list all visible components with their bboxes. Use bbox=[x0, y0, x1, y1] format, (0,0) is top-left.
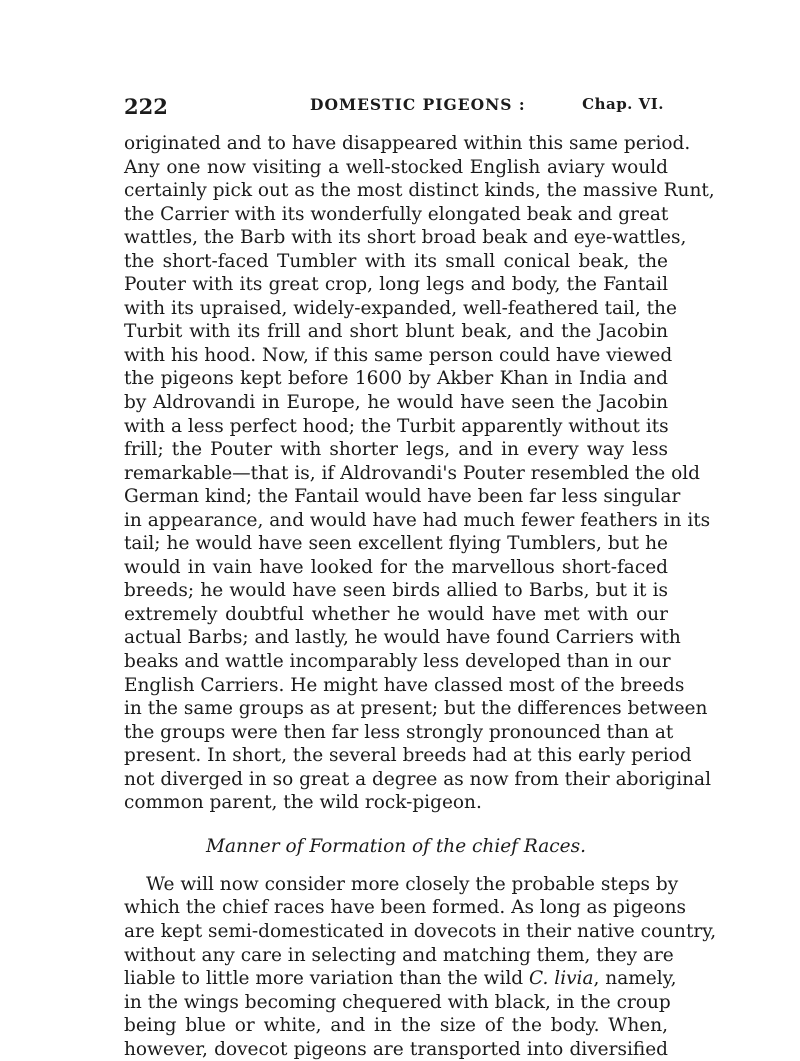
text-line: tail; he would have seen excellent flying Tumblers, but he bbox=[124, 533, 668, 555]
text-line: Any one now visiting a well-stocked English aviary would bbox=[124, 156, 668, 178]
text-line: beaks and wattle incomparably less developed than in our bbox=[124, 651, 671, 673]
text-line: present. In short, the several breeds had at this early period bbox=[124, 745, 692, 767]
species-name: C. livia bbox=[529, 968, 594, 990]
text-line: originated and to have disappeared within this same period. bbox=[124, 133, 691, 154]
text-line: which the chief races have been formed. As long as pigeons bbox=[124, 897, 687, 919]
text-line: the Carrier with its wonderfully elongated beak and great bbox=[124, 203, 669, 225]
text-line: frill; the Pouter with shorter legs, and in every way less bbox=[124, 439, 668, 461]
text-line: actual Barbs; and lastly, he would have found Carriers with bbox=[124, 627, 681, 649]
section-heading: Manner of Formation of the chief Races. bbox=[206, 835, 586, 857]
text-line: in appearance, and would have had much fewer feathers in its bbox=[124, 509, 711, 531]
chapter-label: Chap. VI. bbox=[582, 95, 664, 113]
text-line: with his hood. Now, if this same person could have viewed bbox=[124, 344, 673, 366]
text-line: are kept semi-domesticated in dovecots in their native country, bbox=[124, 920, 717, 942]
text-line bbox=[124, 967, 677, 991]
text-line: in the wings becoming chequered with black, in the croup bbox=[124, 991, 671, 1013]
text-line: with a less perfect hood; the Turbit apparently without its bbox=[124, 415, 669, 437]
text-line: would in vain have looked for the marvellous short-faced bbox=[124, 556, 668, 578]
text-line: extremely doubtful whether he would have met with our bbox=[124, 603, 668, 625]
text-line: being blue or white, and in the size of the body. When, bbox=[124, 1015, 668, 1037]
text-line: certainly pick out as the most distinct kinds, the massive Runt, bbox=[124, 180, 715, 202]
text-line: remarkable—that is, if Aldrovandi's Pouter resembled the old bbox=[124, 462, 701, 484]
text-line: without any care in selecting and matching them, they are bbox=[124, 944, 674, 966]
text-line: in the same groups as at present; but the differences between bbox=[124, 698, 708, 720]
paragraph bbox=[124, 873, 717, 1061]
text-run: , namely, bbox=[593, 968, 677, 990]
text-line: with its upraised, widely-expanded, well-feathered tail, the bbox=[124, 297, 677, 319]
text-line: the pigeons kept before 1600 by Akber Khan in India and bbox=[124, 368, 668, 390]
text-line: Turbit with its frill and short blunt beak, and the Jacobin bbox=[124, 321, 668, 343]
page-number: 222 bbox=[124, 94, 168, 119]
running-header bbox=[124, 92, 664, 122]
paragraph-continued bbox=[124, 132, 715, 815]
text-line: German kind; the Fantail would have been far less singular bbox=[124, 486, 681, 508]
text-line: wattles, the Barb with its short broad beak and eye-wattles, bbox=[124, 227, 687, 249]
text-line: Pouter with its great crop, long legs and body, the Fantail bbox=[124, 274, 668, 296]
text-line: English Carriers. He might have classed most of the breeds bbox=[124, 674, 685, 696]
text-line: the groups were then far less strongly pronounced than at bbox=[124, 721, 674, 743]
text-line: We will now consider more closely the probable steps by bbox=[146, 873, 679, 895]
text-line: the short-faced Tumbler with its small conical beak, the bbox=[124, 250, 668, 272]
body-text bbox=[124, 132, 717, 1061]
text-line: however, dovecot pigeons are transported into diversified bbox=[124, 1038, 668, 1060]
text-line: by Aldrovandi in Europe, he would have seen the Jacobin bbox=[124, 392, 668, 414]
text-line: common parent, the wild rock-pigeon. bbox=[124, 792, 482, 814]
text-line: not diverged in so great a degree as now from their aboriginal bbox=[124, 768, 712, 790]
text-line: breeds; he would have seen birds allied to Barbs, but it is bbox=[124, 580, 668, 602]
running-title: DOMESTIC PIGEONS : bbox=[310, 95, 526, 114]
text-run: liable to little more variation than the wild bbox=[124, 968, 530, 990]
